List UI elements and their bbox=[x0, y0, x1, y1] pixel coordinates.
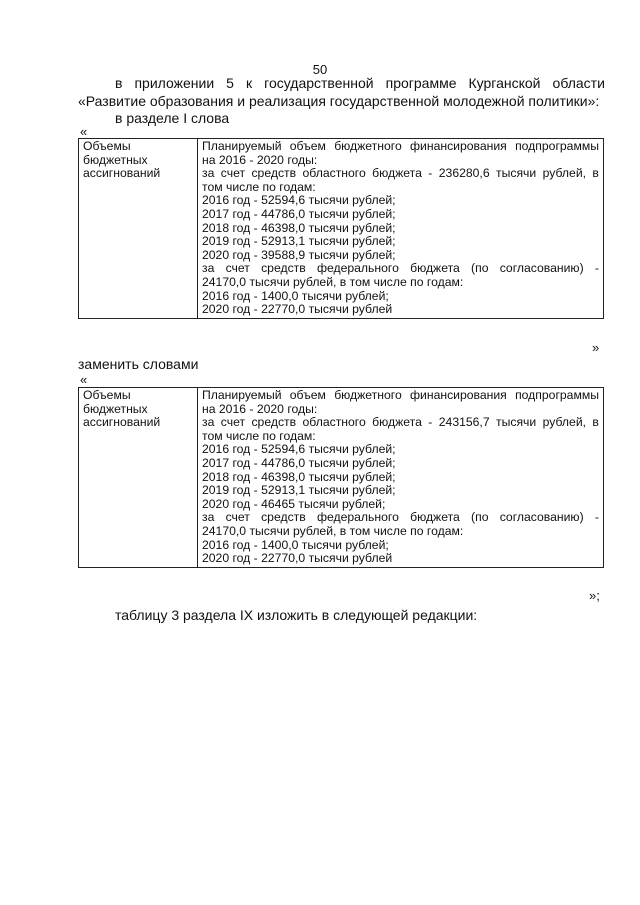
content-word: средств bbox=[261, 510, 306, 525]
content-word: - bbox=[594, 261, 599, 276]
open-quote-old: « bbox=[80, 124, 88, 139]
new-budget-table bbox=[78, 387, 604, 568]
close-quote-semicolon: »; bbox=[589, 588, 600, 603]
content-line: 2019 год - 52913,1 тысячи рублей; bbox=[202, 234, 396, 249]
content-word: областного bbox=[302, 415, 366, 430]
content-word: бюджетного bbox=[334, 388, 402, 402]
content-word: в bbox=[592, 166, 599, 181]
content-line: на 2016 - 2020 годы: bbox=[202, 152, 318, 167]
content-word: федерального bbox=[316, 510, 399, 525]
content-line bbox=[202, 389, 599, 403]
content-line: 2017 год - 44786,0 тысячи рублей; bbox=[202, 206, 396, 221]
content-word: финансирования bbox=[410, 139, 507, 153]
content-line bbox=[202, 262, 599, 276]
open-quote-new: « bbox=[80, 372, 88, 387]
content-word: согласованию) bbox=[499, 510, 584, 525]
content-word: - bbox=[594, 510, 599, 525]
content-word: бюджета bbox=[410, 510, 460, 525]
content-word: в bbox=[592, 415, 599, 430]
old-budget-table bbox=[78, 138, 604, 319]
content-line: том числе по годам: bbox=[202, 179, 316, 194]
content-word: подпрограммы bbox=[515, 388, 599, 402]
content-word: - bbox=[428, 166, 433, 181]
content-word: счет bbox=[220, 415, 246, 430]
content-line: 2017 год - 44786,0 тысячи рублей; bbox=[202, 455, 396, 470]
content-word: счет bbox=[220, 166, 246, 181]
intro-word: 5 bbox=[226, 75, 234, 91]
content-line: том числе по годам: bbox=[202, 428, 316, 443]
content-word: средств bbox=[251, 166, 297, 181]
content-line: 2016 год - 52594,6 тысячи рублей; bbox=[202, 193, 396, 208]
content-word: 243156,7 bbox=[438, 415, 490, 430]
content-line bbox=[202, 140, 599, 154]
content-word: рублей, bbox=[542, 415, 587, 430]
content-word: согласованию) bbox=[499, 261, 584, 276]
content-word: за bbox=[202, 510, 215, 525]
content-word: финансирования bbox=[410, 388, 507, 402]
label-line: бюджетных bbox=[83, 152, 148, 167]
label-line: бюджетных bbox=[83, 401, 148, 416]
content-line bbox=[202, 416, 599, 430]
content-line: 2018 год - 46398,0 тысячи рублей; bbox=[202, 220, 396, 235]
content-line: 2020 год - 22770,0 тысячи рублей bbox=[202, 302, 393, 317]
intro-word: Курганской bbox=[468, 75, 541, 91]
content-word: бюджета bbox=[410, 261, 460, 276]
content-word: счет bbox=[225, 261, 250, 276]
content-word: средств bbox=[251, 415, 297, 430]
content-word: за bbox=[202, 166, 215, 181]
intro-word: государственной bbox=[264, 75, 374, 91]
content-line bbox=[202, 167, 599, 181]
content-word: за bbox=[202, 261, 215, 276]
content-word: тысячи bbox=[496, 415, 537, 430]
content-line: на 2016 - 2020 годы: bbox=[202, 401, 318, 416]
content-word: средств bbox=[261, 261, 306, 276]
new-table-label-cell bbox=[79, 388, 198, 568]
intro-word: области bbox=[552, 75, 605, 91]
content-word: за bbox=[202, 415, 215, 430]
content-word: бюджета bbox=[372, 166, 422, 181]
intro-word: в bbox=[115, 75, 123, 91]
content-line: 2020 год - 39588,9 тысячи рублей; bbox=[202, 247, 396, 262]
content-word: объем bbox=[289, 388, 326, 402]
content-line: 2016 год - 1400,0 тысячи рублей; bbox=[202, 537, 389, 552]
content-word: - bbox=[428, 415, 433, 430]
content-word: счет bbox=[225, 510, 250, 525]
content-line: 24170,0 тысячи рублей, в том числе по годам: bbox=[202, 274, 464, 289]
content-word: Планируемый bbox=[202, 139, 282, 153]
content-word: рублей, bbox=[542, 166, 587, 181]
content-line: 2016 год - 52594,6 тысячи рублей; bbox=[202, 442, 396, 457]
intro-line-3: в разделе I слова bbox=[115, 110, 230, 126]
label-line: ассигнований bbox=[83, 166, 161, 181]
intro-line-1 bbox=[115, 74, 605, 92]
content-word: бюджета bbox=[372, 415, 422, 430]
intro-word: к bbox=[246, 75, 253, 91]
content-line: 2020 год - 22770,0 тысячи рублей bbox=[202, 551, 393, 566]
replace-with-text: заменить словами bbox=[78, 356, 199, 372]
content-word: 236280,6 bbox=[438, 166, 490, 181]
close-quote-old: » bbox=[592, 340, 600, 355]
old-table-content-cell bbox=[198, 139, 604, 319]
label-line: Объемы bbox=[83, 139, 131, 153]
content-line: 2018 год - 46398,0 тысячи рублей; bbox=[202, 469, 396, 484]
content-word: тысячи bbox=[496, 166, 537, 181]
final-instruction: таблицу 3 раздела IX изложить в следующей редакции: bbox=[115, 607, 478, 623]
new-table-content-cell bbox=[198, 388, 604, 568]
intro-word: программе bbox=[385, 75, 457, 91]
content-word: (по bbox=[471, 261, 489, 276]
intro-line-2: «Развитие образования и реализация государственной молодежной политики»: bbox=[78, 93, 600, 109]
content-line: 2019 год - 52913,1 тысячи рублей; bbox=[202, 483, 396, 498]
content-line: 2016 год - 1400,0 тысячи рублей; bbox=[202, 288, 389, 303]
label-line: ассигнований bbox=[83, 415, 161, 430]
content-line: 24170,0 тысячи рублей, в том числе по годам: bbox=[202, 523, 464, 538]
content-word: областного bbox=[302, 166, 366, 181]
content-word: Планируемый bbox=[202, 388, 282, 402]
page-number: 50 bbox=[312, 62, 328, 77]
old-table-label-cell bbox=[79, 139, 198, 319]
content-word: подпрограммы bbox=[515, 139, 599, 153]
content-word: (по bbox=[471, 510, 489, 525]
content-line: 2020 год - 46465 тысячи рублей; bbox=[202, 496, 386, 511]
content-line bbox=[202, 511, 599, 525]
content-word: объем bbox=[289, 139, 326, 153]
intro-word: приложении bbox=[134, 75, 215, 91]
content-word: бюджетного bbox=[334, 139, 402, 153]
content-word: федерального bbox=[316, 261, 399, 276]
label-line: Объемы bbox=[83, 388, 131, 402]
